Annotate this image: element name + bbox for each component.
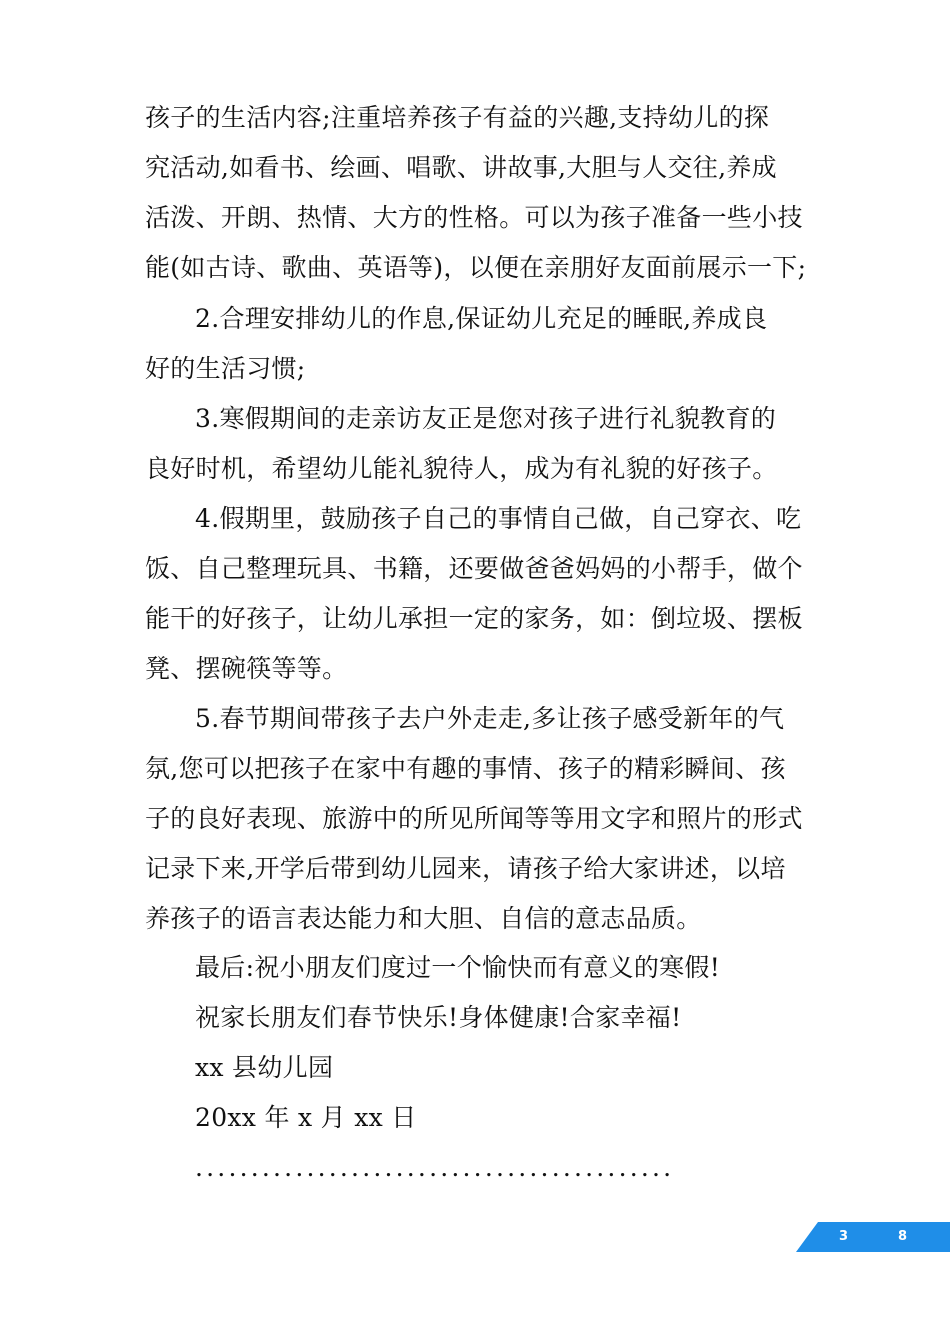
closing-greeting: 祝家长朋友们春节快乐!身体健康!合家幸福!: [195, 1003, 682, 1032]
list-item-3-line: 良好时机，希望幼儿能礼貌待人，成为有礼貌的好孩子。: [145, 454, 778, 483]
list-item-2-line: 2.合理安排幼儿的作息,保证幼儿充足的睡眠,养成良: [195, 304, 768, 333]
closing-wish: 最后:祝小朋友们度过一个愉快而有意义的寒假!: [195, 953, 721, 982]
list-item-3-line: 3.寒假期间的走亲访友正是您对孩子进行礼貌教育的: [195, 404, 777, 433]
paragraph-line: 孩子的生活内容;注重培养孩子有益的兴趣,支持幼儿的探: [145, 103, 770, 132]
page-number-badge: [796, 1222, 950, 1252]
dotted-separator: ...........................................: [195, 1153, 675, 1182]
list-item-5-line: 养孩子的语言表达能力和大胆、自信的意志品质。: [145, 904, 702, 933]
signature-date: 20xx 年 x 月 xx 日: [195, 1103, 417, 1132]
page-total-number: 8: [898, 1229, 908, 1244]
list-item-5-line: 记录下来,开学后带到幼儿园来，请孩子给大家讲述，以培: [145, 854, 786, 883]
paragraph-line: 能(如古诗、歌曲、英语等)，以便在亲朋好友面前展示一下;: [145, 253, 807, 282]
list-item-4-line: 凳、摆碗筷等等。: [145, 654, 348, 683]
signature-organization: xx 县幼儿园: [195, 1053, 334, 1082]
paragraph-line: 究活动,如看书、绘画、唱歌、讲故事,大胆与人交往,养成: [145, 153, 777, 182]
list-item-2-line: 好的生活习惯;: [145, 354, 306, 383]
list-item-4-line: 4.假期里，鼓励孩子自己的事情自己做，自己穿衣、吃: [195, 504, 802, 533]
list-item-4-line: 饭、自己整理玩具、书籍，还要做爸爸妈妈的小帮手，做个: [145, 554, 803, 583]
paragraph-line: 活泼、开朗、热情、大方的性格。可以为孩子准备一些小技: [145, 203, 803, 232]
page-current-number: 3: [839, 1229, 849, 1244]
list-item-4-line: 能干的好孩子，让幼儿承担一定的家务，如：倒垃圾、摆板: [145, 604, 803, 633]
list-item-5-line: 氛,您可以把孩子在家中有趣的事情、孩子的精彩瞬间、孩: [145, 754, 786, 783]
list-item-5-line: 子的良好表现、旅游中的所见所闻等等用文字和照片的形式: [145, 804, 803, 833]
list-item-5-line: 5.春节期间带孩子去户外走走,多让孩子感受新年的气: [195, 704, 785, 733]
